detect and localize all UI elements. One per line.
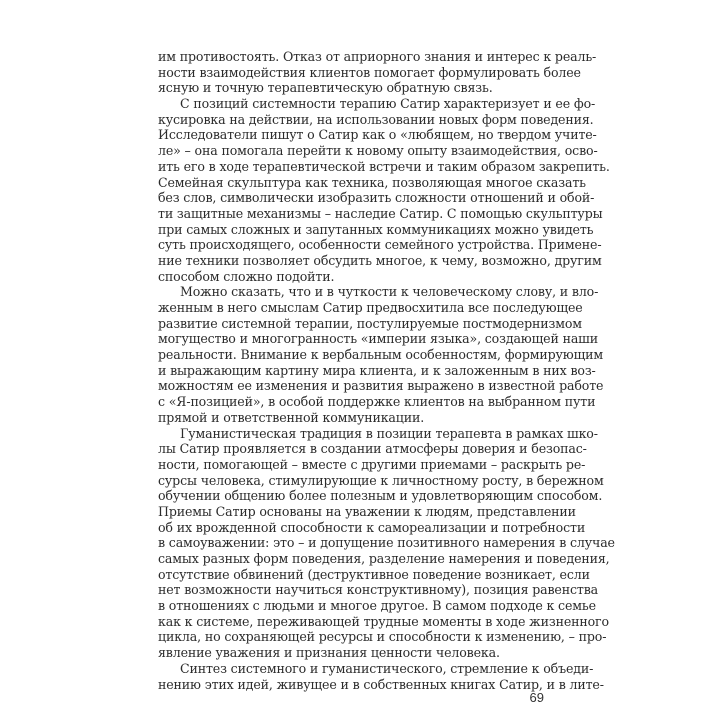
text-line: лы Сатир проявляется в создании атмосферы доверия и безопас- [158,441,587,457]
text-line: реальности. Внимание к вербальным особенностям, формирующим [158,347,604,363]
text-line: Приемы Сатир основаны на уважении к людям, представлении [158,503,576,519]
text-line: нению этих идей, живущее и в собственных книгах Сатир, и в лите- [158,676,604,692]
text-line: Можно сказать, что и в чуткости к человеческому слову, и вло- [180,284,599,300]
text-line: можностям ее изменения и развития выражено в известной работе [158,378,604,394]
text-line: Семейная скульптура как техника, позволяющая многое сказать [158,174,586,190]
text-line: обучении общению более полезным и удовлетворяющим способом. [158,488,603,504]
text-line: С позиций системности терапию Сатир характеризует и ее фо- [180,96,596,112]
paragraph [158,284,604,425]
text-line: ние техники позволяет обсудить многое, к чему, возможно, другим [158,252,602,268]
text-line: ности, помогающей – вместе с другими приемами – раскрыть ре- [158,456,586,472]
text-line: цикла, но сохраняющей ресурсы и способности к изменению, – про- [158,629,607,645]
text-line: кусировка на действии, на использовании новых форм поведения. [158,111,594,127]
text-line: без слов, символически изобразить сложности отношений и обой- [158,190,595,206]
text-line: и выражающим картину мира клиента, и к заложенным в них воз- [158,362,596,378]
text-line: суть происходящего, особенности семейного устройства. Примене- [158,237,602,253]
page-body [158,49,615,692]
text-line: сурсы человека, стимулирующие к личностному росту, в бережном [158,472,604,488]
page-number: 69 [529,690,544,705]
paragraph [158,96,610,284]
text-line: при самых сложных и запутанных коммуникациях можно увидеть [158,221,594,237]
text-line: в отношениях с людьми и многое другое. В самом подходе к семье [158,598,596,614]
text-line: Гуманистическая традиция в позиции терапевта в рамках шко- [180,425,598,441]
text-line: Синтез системного и гуманистического, стремление к объеди- [180,660,594,676]
text-line: с «Я-позицией», в особой поддержке клиентов на выбранном пути [158,394,596,410]
text-line: в самоуважении: это – и допущение позитивного намерения в случае [158,535,615,551]
text-line: об их врожденной способности к самореализации и потребности [158,519,586,535]
text-line: отсутствие обвинений (деструктивное поведение возникает, если [158,566,590,582]
text-line: способом сложно подойти. [158,268,335,284]
text-line: Исследователи пишут о Сатир как о «любящем, но твердом учите- [158,127,597,143]
text-line: женным в него смыслам Сатир предвосхитила все последующее [158,300,583,315]
text-line: ить его в ходе терапевтической встречи и таким образом закрепить. [158,158,610,174]
paragraph [158,425,615,661]
text-line: явление уважения и признания ценности человека. [158,645,500,661]
text-line: нет возможности научиться конструктивному), позиция равенства [158,582,598,598]
paragraph [158,660,604,692]
text-line: ти защитные механизмы – наследие Сатир. С помощью скульптуры [158,205,603,221]
text-line: прямой и ответственной коммуникации. [158,409,425,425]
text-line: могущество и многогранность «империи языка», создающей наши [158,331,598,347]
text-line: развитие системной терапии, постулируемые постмодернизмом [158,315,582,331]
text-line: как к системе, переживающей трудные моменты в ходе жизненного [158,613,609,629]
text-line: им противостоять. Отказ от априорного знания и интерес к реаль- [158,49,597,64]
paragraph [158,49,597,96]
text-line: ясную и точную терапевтическую обратную связь. [158,80,493,96]
text-line: ности взаимодействия клиентов помогает формулировать более [158,64,581,80]
text-line: самых разных форм поведения, разделение намерения и поведения, [158,551,610,566]
text-line: ле» – она помогала перейти к новому опыту взаимодействия, осво- [158,143,598,159]
